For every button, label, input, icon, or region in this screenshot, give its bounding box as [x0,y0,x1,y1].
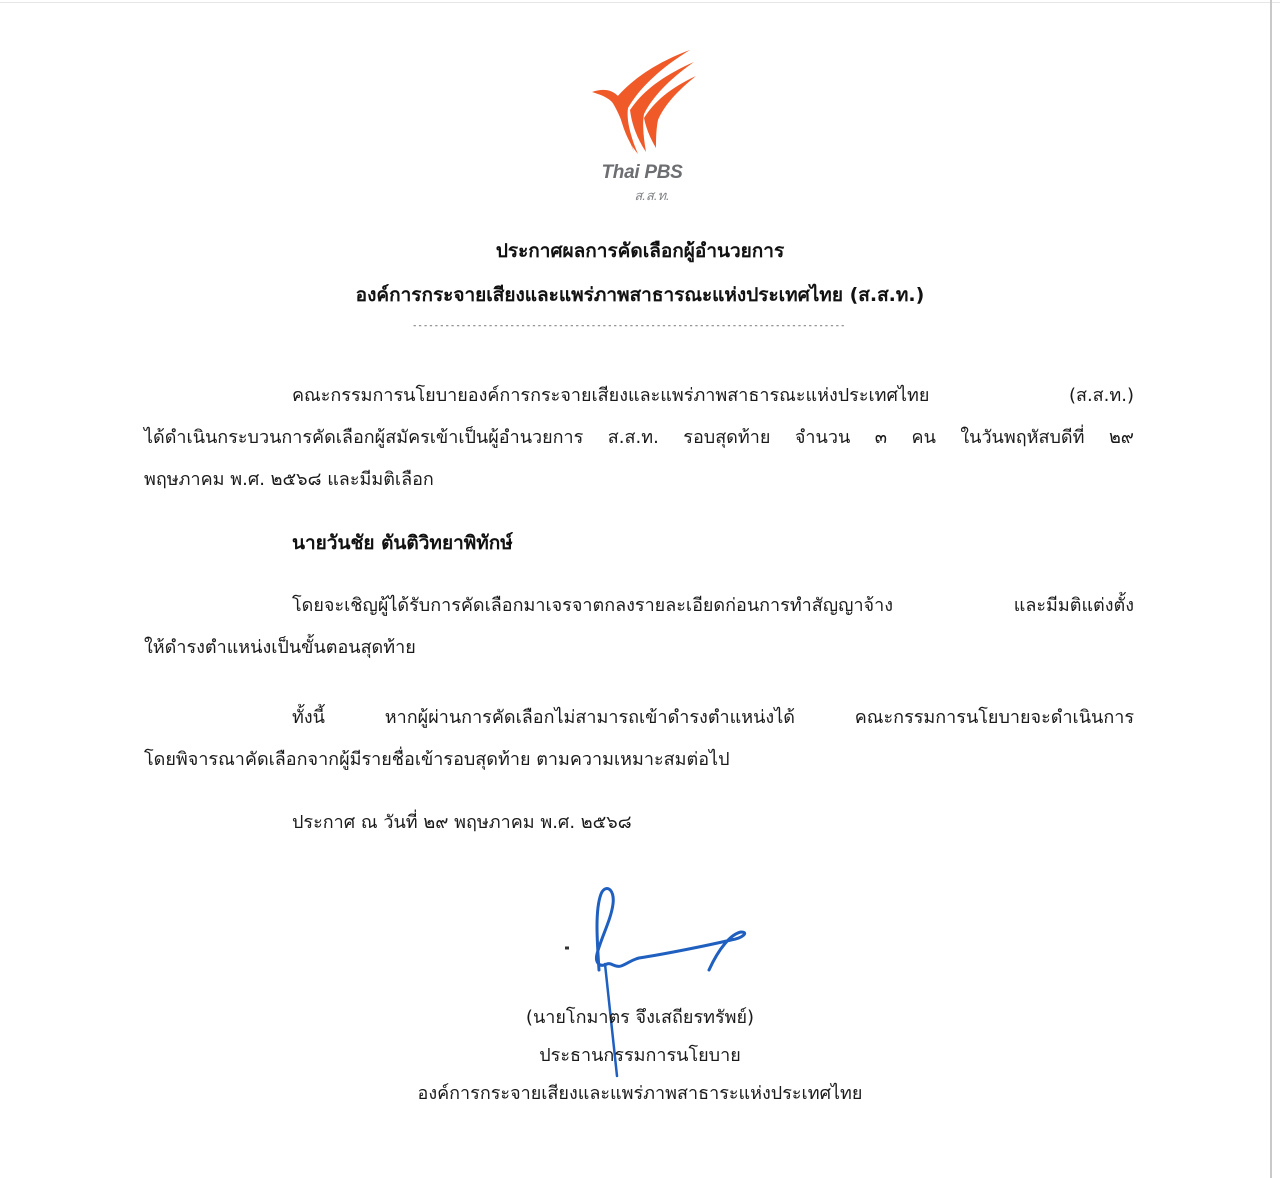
p2-line-1: โดยจะเชิญผู้ได้รับการคัดเลือกมาเจรจาตกลงรายละเอียดก่อนการทำสัญญาจ้าง และมีมติแต่งตั้ง [292,595,1134,616]
paragraph-contingency [144,697,1134,781]
organization-title: องค์การกระจายเสียงและแพร่ภาพสาธารณะแห่งประเทศไทย (ส.ส.ท.) [355,284,925,306]
thai-pbs-logo [582,48,702,210]
selected-candidate-name: นายวันชัย ตันติวิทยาพิทักษ์ [292,532,513,554]
p1-line-3: พฤษภาคม พ.ศ. ๒๕๖๘ และมีมติเลือก [144,469,434,490]
logo-subtitle: ส.ส.ท. [634,188,670,203]
signatory-organization: องค์การกระจายเสียงและแพร่ภาพสาธาระแห่งประเทศไทย [417,1083,863,1104]
announcement-title: ประกาศผลการคัดเลือกผู้อำนวยการ [495,240,785,262]
logo-wordmark: Thai PBS [601,162,683,183]
paragraph-decision [144,375,1134,501]
bird-logo-icon [582,48,702,160]
p1-line-1: คณะกรรมการนโยบายองค์การกระจายเสียงและแพร่ภาพสาธารณะแห่งประเทศไทย (ส.ส.ท.) [292,385,1134,406]
signatory-name: (นายโกมาตร จึงเสถียรทรัพย์) [525,1007,755,1028]
paragraph-negotiation [144,585,1134,669]
p1-line-2: ได้ดำเนินกระบวนการคัดเลือกผู้สมัครเข้าเป็นผู้อำนวยการ ส.ส.ท. รอบสุดท้าย จำนวน ๓ คน ในวันพฤหัสบดีที่ ๒๙ [144,427,1134,448]
page-right-edge [1270,0,1272,1178]
p2-line-2: ให้ดำรงตำแหน่งเป็นขั้นตอนสุดท้าย [144,637,416,658]
title-divider: -------------------------------------------------------------------------------- [412,321,846,331]
signatory-position: ประธานกรรมการนโยบาย [539,1045,741,1066]
p3-line-2: โดยพิจารณาคัดเลือกจากผู้มีรายชื่อเข้ารอบสุดท้าย ตามความเหมาะสมต่อไป [144,749,730,770]
p3-line-1: ทั้งนี้ หากผู้ผ่านการคัดเลือกไม่สามารถเข้าดำรงตำแหน่งได้ คณะกรรมการนโยบายจะดำเนินการ [292,707,1134,728]
page-top-edge [0,2,1280,3]
announcement-date: ประกาศ ณ วันที่ ๒๙ พฤษภาคม พ.ศ. ๒๕๖๘ [292,812,632,833]
